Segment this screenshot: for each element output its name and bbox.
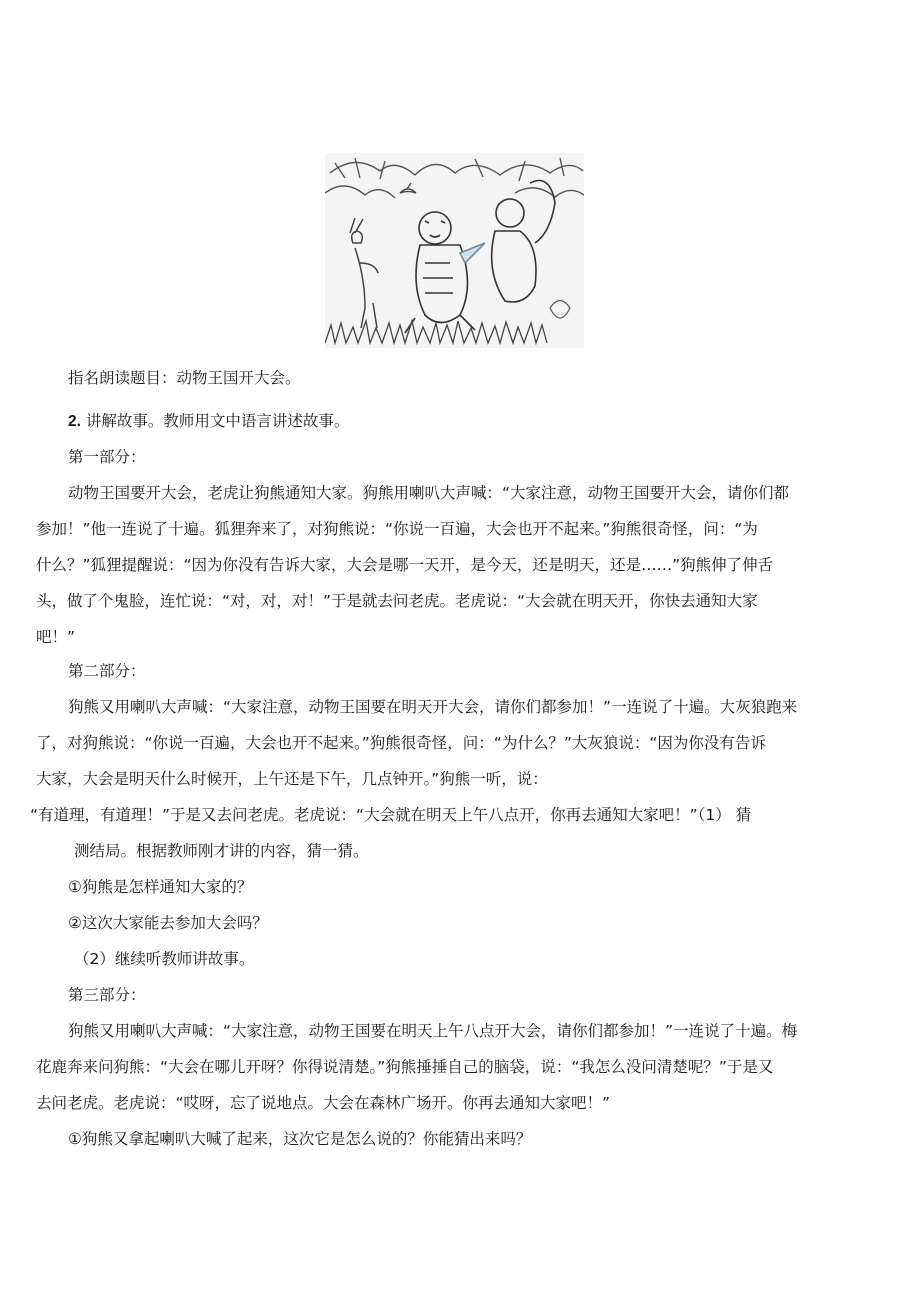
question-item: ①狗熊是怎样通知大家的？ [68,878,253,896]
part-2-line: 测结局。根据教师刚才讲的内容，猜一猜。 [74,842,369,860]
part-1-line: 参加！”他一连说了十遍。狐狸奔来了，对狗熊说：“你说一百遍，大会也开不起来。”狗熊很奇怪，问：“为 [36,520,758,538]
title-instruction: 指名朗读题目：动物王国开大会。 [68,369,301,387]
part-1-line: 动物王国要开大会，老虎让狗熊通知大家。狗熊用喇叭大声喊：“大家注意，动物王国要开大会，请你们都 [68,484,790,502]
section-number: 2. [68,413,81,430]
part-1-heading: 第一部分： [68,448,146,466]
part-1-line: 吧！” [36,628,76,646]
section-2-heading [68,411,349,432]
part-2-line: 了，对狗熊说：“你说一百遍，大会也开不起来。”狗熊很奇怪，问：“为什么？”大灰狼说：“因为你没有告诉 [36,734,766,752]
part-2-line: 大家，大会是明天什么时候开，上午还是下午，几点钟开。”狗熊一听，说： [36,770,548,788]
section-text: 讲解故事。教师用文中语言讲述故事。 [80,412,350,430]
part-2-line: 狗熊又用喇叭大声喊：“大家注意，动物王国要在明天开大会，请你们都参加！”一连说了十遍。大灰狼跑来 [68,698,798,716]
part-2-heading: 第二部分： [68,662,146,680]
question-item: ①狗熊又拿起喇叭大喊了起来，这次它是怎么说的？你能猜出来吗？ [68,1130,532,1148]
part-1-line: 什么？”狐狸提醒说：“因为你没有告诉大家，大会是哪一天开，是今天，还是明天，还是……”狗熊伸了伸舌 [36,556,774,574]
part-3-line: 花鹿奔来问狗熊：“大会在哪儿开呀？你得说清楚。”狗熊捶捶自己的脑袋，说：“我怎么没问清楚呢？”于是又 [36,1058,774,1076]
part-2-line: “有道理，有道理！”于是又去问老虎。老虎说：“大会就在明天上午八点开，你再去通知大家吧！”（1） 猜 [30,806,752,824]
part-3-line: 狗熊又用喇叭大声喊：“大家注意，动物王国要在明天上午八点开大会，请你们都参加！”一连说了十遍。梅 [68,1022,798,1040]
part-3-line: 去问老虎。老虎说：“哎呀，忘了说地点。大会在森林广场开。你再去通知大家吧！” [36,1094,611,1112]
continue-instruction: （2）继续听教师讲故事。 [74,950,255,968]
jungle-animals-illustration-icon [325,153,584,348]
part-3-heading: 第三部分： [68,986,146,1004]
part-1-line: 头，做了个鬼脸，连忙说：“对，对，对！”于是就去问老虎。老虎说：“大会就在明天开，你快去通知大家 [36,592,758,610]
question-item: ②这次大家能去参加大会吗？ [68,914,268,932]
